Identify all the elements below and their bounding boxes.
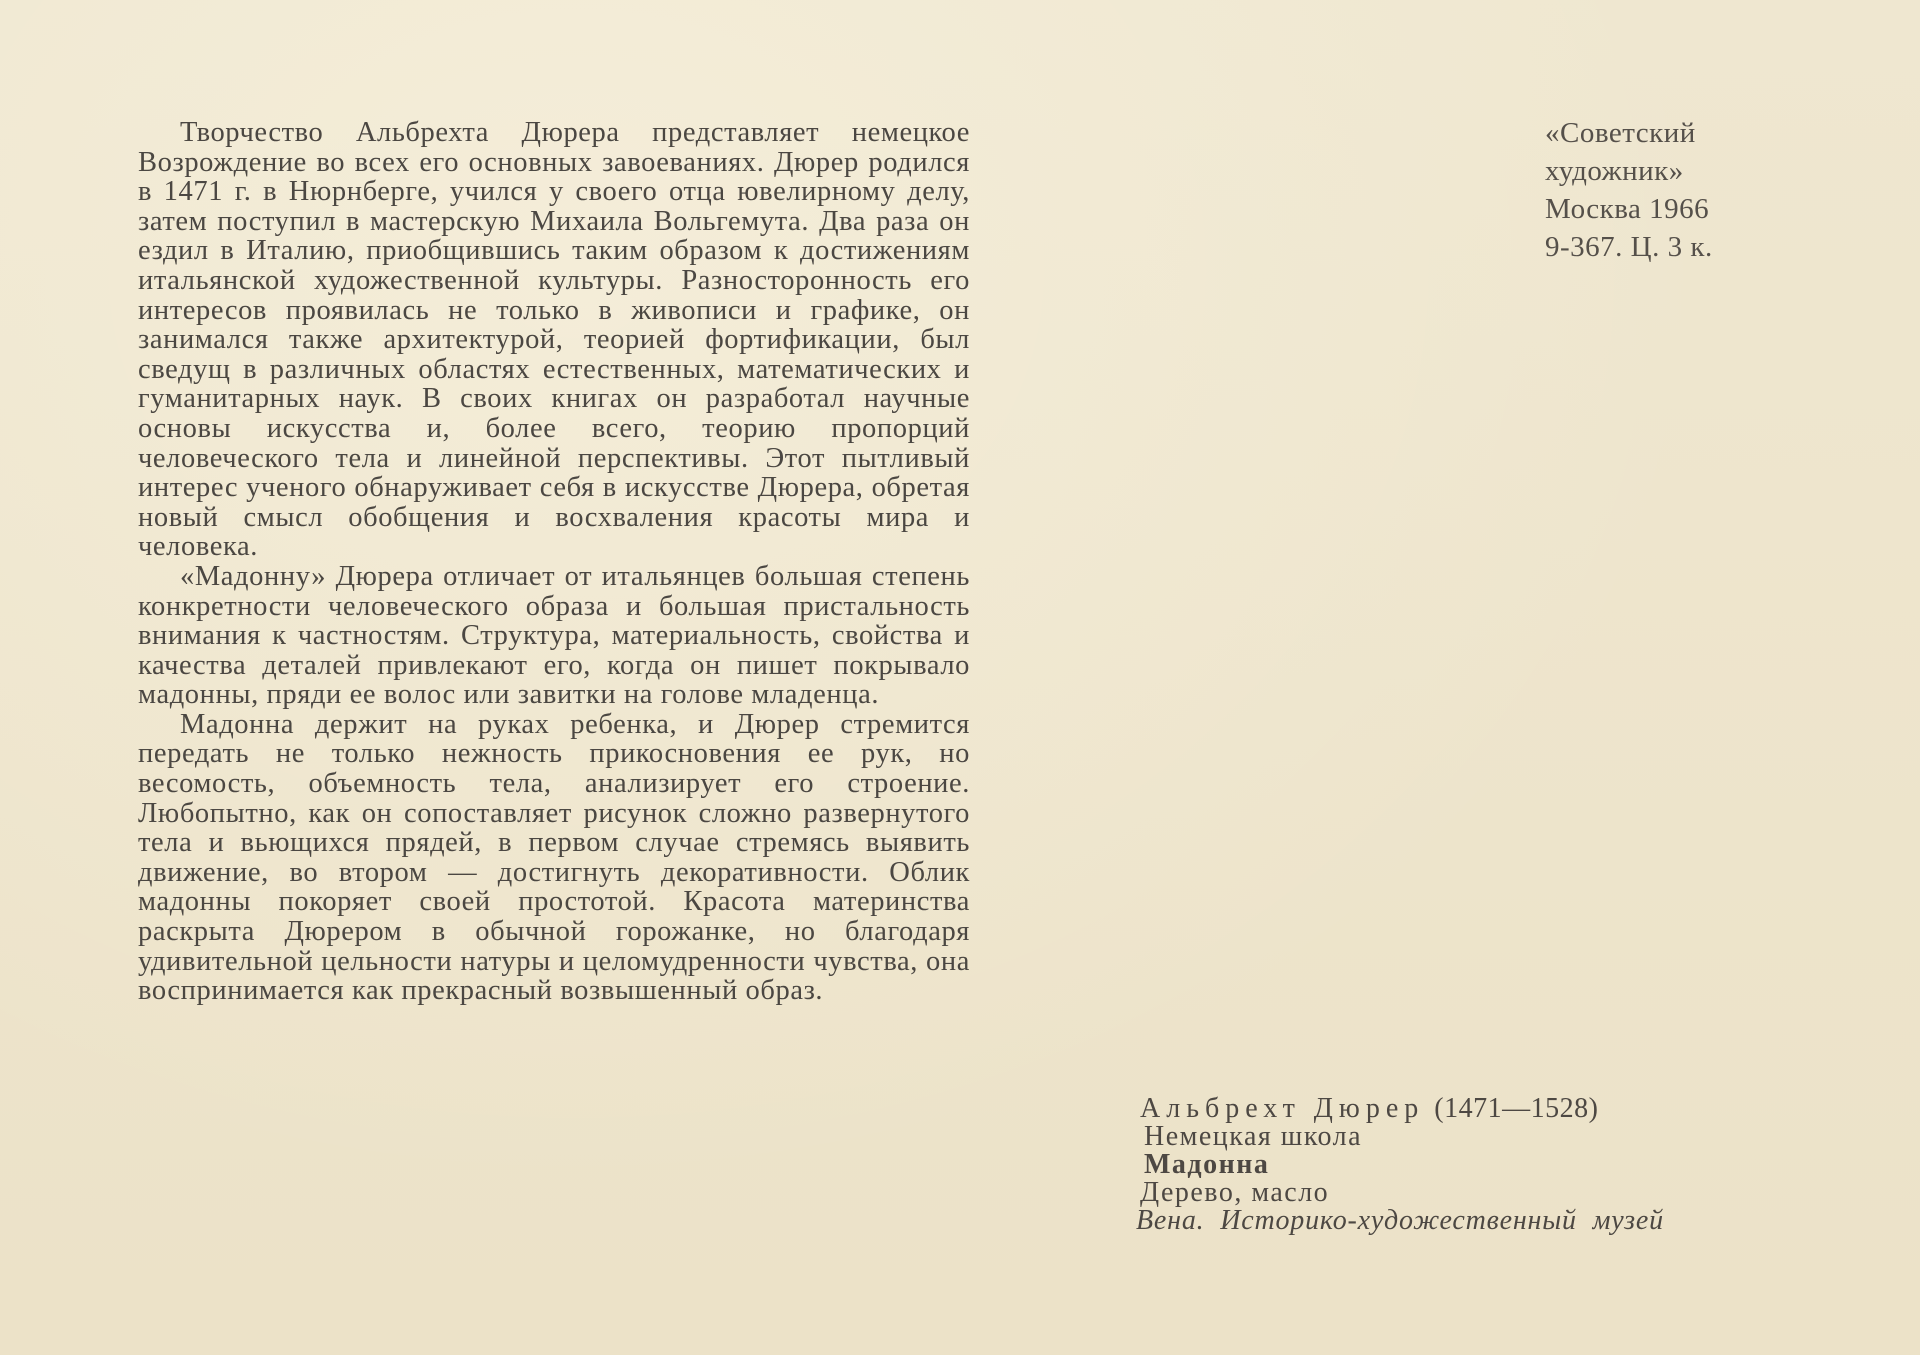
medium-line [1140, 1179, 1664, 1207]
title-line [1140, 1151, 1664, 1179]
description-paragraph-2: «Мадонну» Дюрера отличает от итальянцев большая степень конкретности человеческого образа и большая пристальность внимания к частностям. Структура, материальность, свойства и качества деталей привлекают его, когда он пишет покрывало мадонны, пряди ее волос или завитки на голове младенца. [138, 560, 970, 711]
publisher-name-line-2: художник» [1545, 155, 1684, 187]
description-paragraph-3: Мадонна держит на руках ребенка, и Дюрер стремится передать не только нежность прикосновения ее рук, но весомость, объемность тела, анализирует его строение. Любопытно, как он сопоставляет рисунок сложно развернутого тела и вьющихся прядей, в первом случае стремясь выявить движение, во втором — достигнуть декоративности. Облик мадонны покоряет своей простотой. Красота материнства раскрыта Дюрером в обычной горожанке, но благодаря удивительной цельности натуры и целомудренности чувства, она воспринимается как прекрасный возвышенный образ. [138, 708, 970, 1007]
artwork-title: Мадонна [1144, 1149, 1270, 1180]
description-paragraph-1: Творчество Альбрехта Дюрера представляет немецкое Возрождение во всех его основных завоеваниях. Дюрер родился в 1471 г. в Нюрнберге, учился у своего отца ювелирному делу, затем поступил в мастерскую Михаила Вольгемута. Два раза он ездил в Италию, приобщившись таким образом к достижениям итальянской художественной культуры. Разносторонность его интересов проявилась не только в живописи и графике, он занимался также архитектурой, теорией фортификации, был сведущ в различных областях естественных, математических и гуманитарных наук. В своих книгах он разработал научные основы искусства и, более всего, теорию пропорций человеческого тела и линейной перспективы. Этот пытливый интерес ученого обнаруживает себя в искусстве Дюрера, обретая новый смысл обобщения и восхваления красоты мира и человека. [138, 117, 970, 563]
publisher-price-code: 9-367. Ц. 3 к. [1545, 231, 1713, 263]
artist-line [1140, 1095, 1664, 1123]
publisher-city-year: Москва 1966 [1545, 193, 1710, 225]
school-line [1140, 1123, 1664, 1151]
publisher-name-line-1: «Советский [1545, 117, 1696, 149]
museum-location: Вена. Историко-художественный музей [1136, 1205, 1664, 1236]
artwork-medium: Дерево, масло [1140, 1177, 1330, 1208]
description-text [138, 118, 970, 1006]
publisher-block [1545, 114, 1713, 266]
artwork-caption [1136, 1093, 1664, 1236]
art-school: Немецкая школа [1144, 1121, 1363, 1152]
artist-dates: (1471—1528) [1434, 1093, 1599, 1124]
artist-name: Альбрехт Дюрер [1140, 1093, 1425, 1124]
museum-line [1136, 1205, 1664, 1236]
